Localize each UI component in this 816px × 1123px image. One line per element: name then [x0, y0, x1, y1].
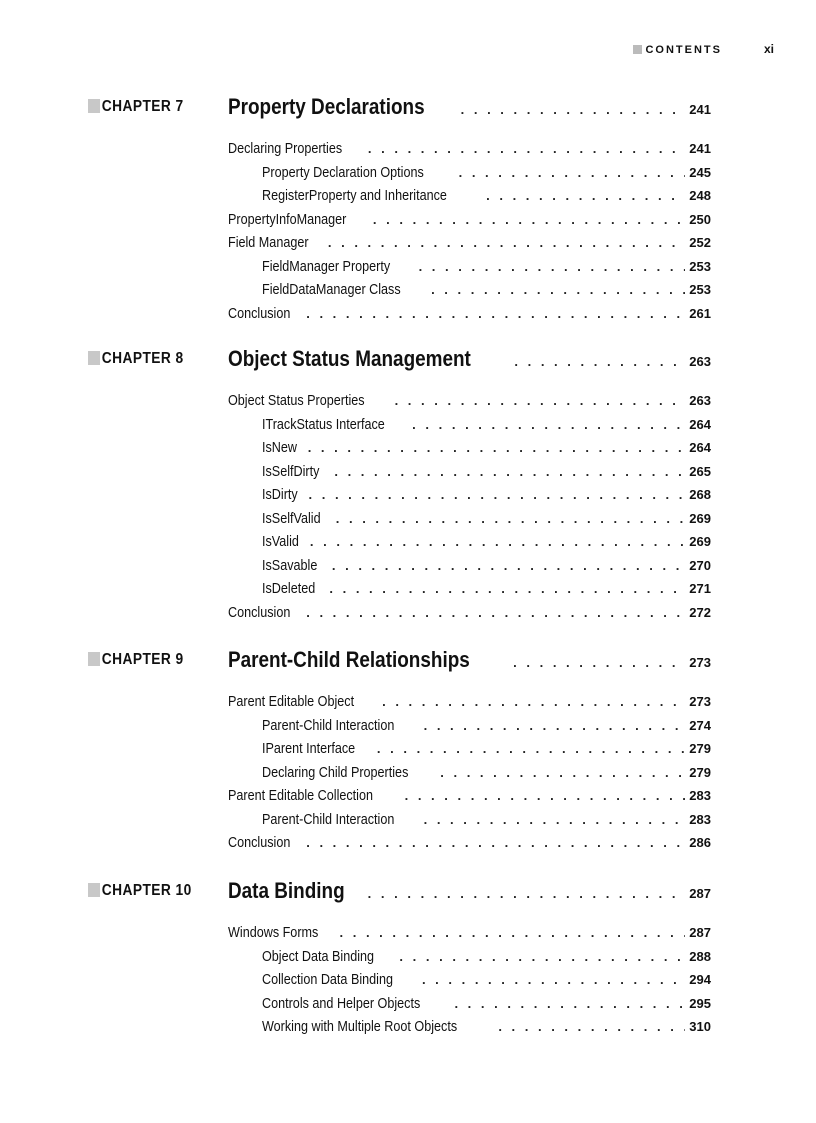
entry-page-number: 248: [689, 188, 711, 203]
square-bullet-icon: [633, 45, 642, 54]
toc-subsection-entry[interactable]: [262, 187, 711, 204]
chapter-label: [88, 651, 184, 669]
entry-title: FieldDataManager Class: [262, 281, 401, 298]
entry-title: Object Status Properties: [228, 392, 365, 409]
entry-title: Declaring Properties: [228, 140, 343, 157]
toc-subsection-entry[interactable]: [262, 995, 711, 1012]
entry-title: Parent-Child Interaction: [262, 716, 395, 734]
toc-section-entry[interactable]: [228, 924, 711, 941]
square-bullet-icon: [88, 99, 100, 113]
entry-page-number: 253: [689, 258, 711, 274]
entry-page-number: 263: [689, 393, 711, 408]
dot-leader: [412, 417, 685, 432]
entry-title: Controls and Helper Objects: [262, 994, 421, 1012]
toc-subsection-entry[interactable]: [262, 463, 711, 480]
toc-subsection-entry[interactable]: [262, 1018, 711, 1035]
dot-leader: [399, 949, 685, 964]
toc-section-entry[interactable]: [228, 693, 711, 710]
dot-leader: [440, 765, 685, 780]
dot-leader: [454, 996, 685, 1011]
entry-page-number: 250: [689, 211, 711, 227]
dot-leader: [368, 886, 686, 901]
chapter-page-number: 263: [689, 354, 711, 369]
entry-title: Working with Multiple Root Objects: [262, 1018, 458, 1035]
dot-leader: [486, 188, 685, 203]
toc-section-entry[interactable]: [228, 392, 711, 409]
entry-page-number: 268: [689, 487, 711, 502]
entry-page-number: 295: [689, 995, 711, 1011]
entry-title: IsNew: [262, 439, 298, 456]
entry-page-number: 264: [689, 440, 711, 455]
dot-leader: [461, 102, 686, 117]
entry-page-number: 252: [689, 235, 711, 250]
dot-leader: [340, 925, 686, 940]
entry-title: Declaring Child Properties: [262, 763, 409, 781]
entry-title: IsSelfValid: [262, 509, 321, 527]
entry-title: IsDirty: [262, 486, 298, 503]
toc-subsection-entry[interactable]: [262, 764, 711, 781]
entry-page-number: 245: [689, 164, 711, 180]
entry-page-number: 294: [689, 972, 711, 987]
chapter-title: Object Status Management: [228, 346, 471, 371]
toc-subsection-entry[interactable]: [262, 258, 711, 275]
entry-page-number: 269: [689, 534, 711, 549]
entry-page-number: 273: [689, 694, 711, 709]
chapter-label: [88, 350, 184, 368]
toc-subsection-entry[interactable]: [262, 717, 711, 734]
dot-leader: [419, 259, 686, 274]
dot-leader: [368, 141, 685, 156]
chapter-page-number: 287: [689, 886, 711, 901]
dot-leader: [328, 235, 685, 250]
chapter-title-row[interactable]: [228, 878, 711, 904]
toc-subsection-entry[interactable]: [262, 486, 711, 503]
dot-leader: [310, 534, 685, 549]
dot-leader: [422, 972, 685, 987]
entry-title: Conclusion: [228, 603, 291, 621]
chapter-label: [88, 98, 184, 116]
entry-page-number: 272: [689, 604, 711, 620]
toc-section-entry[interactable]: [228, 305, 711, 322]
running-header: [633, 42, 774, 56]
square-bullet-icon: [88, 883, 100, 897]
entry-title: Collection Data Binding: [262, 971, 393, 988]
entry-title: IsValid: [262, 533, 299, 550]
entry-page-number: 269: [689, 510, 711, 526]
chapter-label-text: CHAPTER 7: [101, 98, 184, 115]
chapter-title-row[interactable]: [228, 346, 711, 372]
dot-leader: [306, 835, 685, 850]
toc-subsection-entry[interactable]: [262, 580, 711, 597]
entry-title: IsSelfDirty: [262, 462, 320, 480]
entry-title: FieldManager Property: [262, 257, 391, 275]
entry-page-number: 274: [689, 717, 711, 733]
square-bullet-icon: [88, 652, 100, 666]
chapter-title: Data Binding: [228, 878, 345, 903]
entry-page-number: 288: [689, 948, 711, 964]
toc-subsection-entry[interactable]: [262, 557, 711, 574]
dot-leader: [373, 212, 685, 227]
chapter-title: Parent-Child Relationships: [228, 647, 470, 672]
entry-page-number: 286: [689, 835, 711, 850]
page-number: xi: [763, 42, 774, 56]
chapter-label-text: CHAPTER 9: [101, 651, 184, 668]
entry-title: Windows Forms: [228, 924, 319, 941]
toc-section-entry[interactable]: [228, 604, 711, 621]
entry-title: Parent Editable Collection: [228, 787, 373, 804]
chapter-label-text: CHAPTER 10: [101, 882, 192, 899]
toc-subsection-entry[interactable]: [262, 281, 711, 298]
entry-page-number: 253: [689, 282, 711, 297]
square-bullet-icon: [88, 351, 100, 365]
dot-leader: [382, 694, 685, 709]
chapter-page-number: 273: [689, 655, 711, 670]
entry-page-number: 261: [689, 305, 711, 321]
dot-leader: [332, 558, 685, 573]
chapter-title: Property Declarations: [228, 94, 425, 119]
chapter-label-text: CHAPTER 8: [101, 350, 184, 367]
toc-subsection-entry[interactable]: [262, 533, 711, 550]
entry-title: IsDeleted: [262, 580, 316, 597]
dot-leader: [459, 165, 686, 180]
dot-leader: [329, 581, 685, 596]
toc-subsection-entry[interactable]: [262, 416, 711, 433]
entry-page-number: 264: [689, 416, 711, 432]
toc-subsection-entry[interactable]: [262, 164, 711, 181]
chapter-page-number: 241: [689, 102, 711, 117]
toc-section-entry[interactable]: [228, 234, 711, 251]
entry-title: Object Data Binding: [262, 947, 375, 965]
dot-leader: [498, 1019, 685, 1034]
entry-title: RegisterProperty and Inheritance: [262, 187, 447, 204]
toc-subsection-entry[interactable]: [262, 740, 711, 757]
entry-title: PropertyInfoManager: [228, 210, 347, 228]
entry-page-number: 279: [689, 764, 711, 780]
dot-leader: [424, 812, 686, 827]
entry-title: IsSavable: [262, 556, 318, 574]
dot-leader: [405, 788, 686, 803]
entry-page-number: 283: [689, 811, 711, 827]
entry-page-number: 270: [689, 557, 711, 573]
dot-leader: [308, 440, 686, 455]
chapter-label: [88, 882, 192, 900]
toc-subsection-entry[interactable]: [262, 948, 711, 965]
dot-leader: [306, 605, 685, 620]
entry-title: Field Manager: [228, 234, 309, 251]
dot-leader: [336, 511, 686, 526]
toc-section-entry[interactable]: [228, 140, 711, 157]
toc-subsection-entry[interactable]: [262, 439, 711, 456]
entry-title: IParent Interface: [262, 740, 356, 757]
entry-page-number: 283: [689, 788, 711, 803]
chapter-title-row[interactable]: [228, 647, 711, 673]
chapter-title-row[interactable]: [228, 94, 711, 120]
toc-section-entry[interactable]: [228, 211, 711, 228]
entry-title: Conclusion: [228, 304, 291, 322]
entry-title: Property Declaration Options: [262, 163, 424, 181]
entry-title: Conclusion: [228, 834, 291, 851]
entry-page-number: 279: [689, 741, 711, 756]
entry-title: ITrackStatus Interface: [262, 415, 385, 433]
dot-leader: [334, 464, 685, 479]
toc-section-entry[interactable]: [228, 787, 711, 804]
entry-page-number: 310: [689, 1019, 711, 1034]
entry-title: Parent-Child Interaction: [262, 810, 395, 828]
dot-leader: [306, 306, 685, 321]
entry-title: Parent Editable Object: [228, 693, 355, 710]
dot-leader: [309, 487, 686, 502]
section-title: CONTENTS: [645, 44, 722, 56]
dot-leader: [431, 282, 685, 297]
dot-leader: [424, 718, 686, 733]
dot-leader: [395, 393, 686, 408]
entry-page-number: 271: [689, 581, 711, 596]
dot-leader: [377, 741, 685, 756]
toc-subsection-entry[interactable]: [262, 811, 711, 828]
dot-leader: [514, 354, 685, 369]
entry-page-number: 241: [689, 141, 711, 156]
entry-page-number: 287: [689, 925, 711, 940]
toc-subsection-entry[interactable]: [262, 971, 711, 988]
toc-section-entry[interactable]: [228, 834, 711, 851]
entry-page-number: 265: [689, 463, 711, 479]
dot-leader: [513, 655, 685, 670]
toc-subsection-entry[interactable]: [262, 510, 711, 527]
